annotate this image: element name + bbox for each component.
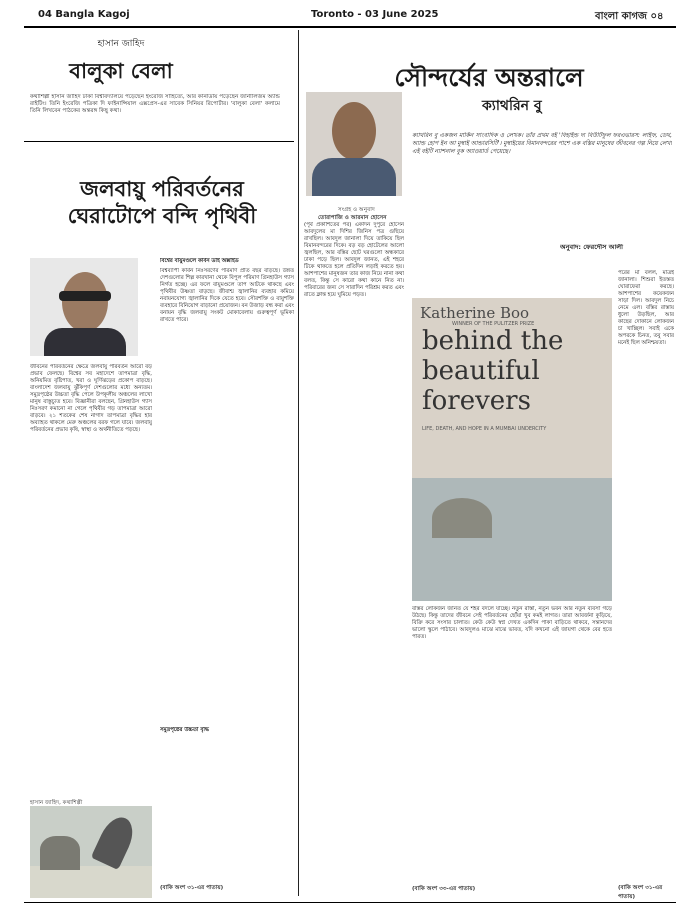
right-col2-text: বস্তির লোকজন জানত যে শহর বদলে যাচ্ছে। নতুন রাস্তা, নতুন ভবন আর নতুন ব্যবসা গড়ে উঠছে। কিন্তু তাদের জীবনে সেই পরিবর্তনের ছোঁয়া খুব কমই লাগত। তারা আবর্জনা কুড়িয়ে, বিক্রি করে সংসার চালাত। কেউ কেউ স্বপ্ন দেখত একদিন পাকা বাড়িতে থাকবে, সন্তানদের ভালো স্কুলে পাঠাবে। আবদুলও মাঝে মাঝে ভাবত, যদি কখনো এই জায়গা থেকে বের হতে পারত। [412, 606, 612, 640]
left-col1-text: জীবনের পরিবর্তনের ক্ষেত্রে জলবায়ু পরিবর্তন আরো বড় প্রভাব ফেলছে। বিশ্বের সব মহাদেশে তাপমাত্রা বৃদ্ধি, অনিয়মিত বৃষ্টিপাত, খরা ও ঘূর্ণিঝড়ের প্রকোপ বাড়ছে। বাংলাদেশ জলবায়ু ঝুঁকিপূর্ণ দেশগুলোর মধ্যে অন্যতম। সমুদ্রপৃষ্ঠের উচ্চতা বৃদ্ধি পেলে উপকূলীয় অঞ্চলের লাখো মানুষ বাস্তুচ্যুত হবে। বিজ্ঞানীরা বলছেন, গ্রিনহাউস গ্যাস নিঃসরণ কমানো না গেলে পৃথিবীর গড় তাপমাত্রা আরো বাড়বে। ২১ শতকের শেষ নাগাদ তাপমাত্রা বৃদ্ধির হার অব্যাহত থাকলে মেরু অঞ্চলের বরফ গলে যাবে। জলবায়ু পরিবর্তনের প্রভাব কৃষি, স্বাস্থ্য ও অর্থনীতিতে পড়ছে। [30, 364, 152, 433]
leaf-silhouette [91, 812, 139, 870]
translator-credit: অনুবাদ: ফেরদৌস আলী [560, 244, 623, 251]
article-author: ক্যাথরিন বু [482, 98, 542, 114]
left-col2-heading-b: সমুদ্রপৃষ্ঠের উচ্চতা বৃদ্ধি [160, 727, 209, 733]
book-cover-figure [432, 498, 492, 538]
author-photo [30, 258, 138, 356]
left-col2-footer: (বাকি অংশ ৩১-এর পাতায়) [160, 885, 224, 891]
book-award: WINNER OF THE PULITZER PRIZE [452, 321, 535, 327]
right-col1-text: (পূর্ব প্রকাশিতের পর) একদিন দুপুরে হোসেন আবদুলের মা দিশির জিনিস পত্র গুছিয়ে রাখছিল। আবদুল জানালা দিয়ে তাকিয়ে ছিল বিমানবন্দরের দিকে। বড় বড় হোটেলের আলো জ্বলছিল, আর বস্তির ছোট ঘরগুলো অন্ধকারে ঢাকা পড়ে ছিল। আবদুল জানত, এই শহরে টিকে থাকতে হলে প্রতিদিন লড়াই করতে হয়। আশপাশের মানুষজন তার কাজ নিয়ে নানা কথা বলত, কিন্তু সে কারো কথা কানে নিত না। পরিবারের জন্য সে সারাদিন পরিশ্রম করত এবং রাতে ক্লান্ত হয়ে ঘুমিয়ে পড়ত। [304, 222, 404, 298]
book-cover [412, 298, 612, 601]
translator-shirt [312, 158, 396, 196]
author-shirt [44, 328, 126, 356]
page-number: বাংলা কাগজ ০৪ [595, 11, 664, 22]
translator-name: তোরাপাজি ও আরমান হোসেন [318, 215, 387, 221]
right-col3-footer: (বাকি অংশ ৩১-এর পাতায়) [618, 885, 663, 900]
column-title: বালুকা বেলা [69, 59, 173, 83]
column-divider [298, 30, 299, 896]
author-face [62, 272, 108, 332]
header-rule [24, 26, 676, 28]
column-author: হাসান জাহিদ [97, 39, 145, 49]
left-col2-heading-a: বিশ্বের বায়ুমণ্ডলে কার্বন ডাই অক্সাইড [160, 258, 239, 264]
footer-rule [24, 902, 676, 903]
headline [26, 176, 298, 230]
author-note: কথাশিল্পী হাসান জাহিদ ঢাকা বিশ্ববিদ্যালয়ে পড়েছেন ইংরেজি সাহিত্যে, আর কানাডায় পড়েছেন জার্নালিজম অ্যান্ড রাইটিং। তিনি ইংরেজি পত্রিকা দি ফাইনান্সিয়াল এক্সপ্রেস-এর সাবেক সিনিয়র রিপোর্টার। 'বালুকা বেলা' কলামে তিনি লিখবেন পাঠকের অন্তরঙ্গ কিছু কথা। [30, 94, 280, 114]
dry-land [30, 866, 152, 898]
note-rule [24, 141, 294, 142]
right-col3-text: পরের মা বলল, মাত্রই জানালা। শিশুরা ইতস্তত ঘোরাফেরা করছে। আশপাশের কয়েকজন সাড়া দিল। আবদুল নিচে নেমে এল। বস্তির রাস্তায় ধুলো উড়ছিল, আর কাছের দোকানে লোকজন চা খাচ্ছিল। সবাই একে অপরকে চিনত, তবু সবার মনেই ছিল অনিশ্চয়তা। [618, 270, 674, 346]
headline-line-2: ঘেরাটোপে বন্দি পৃথিবী [67, 204, 257, 228]
landscape-photo [30, 806, 152, 898]
issue-date: Toronto - 03 June 2025 [311, 9, 439, 20]
author-glasses [59, 291, 111, 301]
article-title: সৌন্দর্যের অন্তরালে [394, 63, 584, 92]
book-author: Katherine Boo [420, 304, 530, 322]
left-col2-text: বিশ্বব্যাপী কার্বন নিঃসরণের পরিমাণ প্রতি বছর বাড়ছে। উন্নত দেশগুলোর শিল্প কারখানা থেকে বিপুল পরিমাণ গ্রিনহাউস গ্যাস নির্গত হচ্ছে। এর ফলে বায়ুমণ্ডলে তাপ আটকে থাকছে এবং পৃথিবীর উষ্ণতা বাড়ছে। জীবাশ্ম জ্বালানির ব্যবহার কমিয়ে নবায়নযোগ্য জ্বালানির দিকে যেতে হবে। সৌরশক্তি ও বায়ুশক্তি ব্যবহারে বিনিয়োগ বাড়ানো প্রয়োজন। বন উজাড় বন্ধ করা এবং বনায়ন বৃদ্ধি জলবায়ু সংকট মোকাবেলায় গুরুত্বপূর্ণ ভূমিকা রাখতে পারে। [160, 268, 294, 323]
book-subtitle: LIFE, DEATH, AND HOPE IN A MUMBAI UNDERCITY [422, 426, 547, 432]
book-title: behind the beautiful forevers [422, 326, 564, 416]
paper-name: 04 Bangla Kagoj [38, 9, 130, 20]
translator-photo [306, 92, 402, 196]
left-col1-footer: হাসান জাহিদ, কথাশিল্পী [30, 800, 83, 806]
headline-line-1: জলবায়ু পরিবর্তনের [80, 177, 244, 201]
tree-silhouette [40, 836, 80, 870]
book-cover-water [412, 478, 612, 601]
translator-caption: সংগ্রহ ও অনুবাদ [338, 207, 375, 213]
right-col2-footer: (বাকি অংশ ৩৩-এর পাতায়) [412, 886, 476, 892]
translator-face [332, 102, 376, 160]
article-intro: ক্যাথরিন বু একজন মার্কিন সাংবাদিক ও লেখক। তাঁর প্রথম বই 'বিহাইন্ড দ্য বিউটিফুল ফরএভারস: লাইফ, ডেথ, অ্যান্ড হোপ ইন আ মুম্বাই আন্ডারসিটি'। মুম্বাইয়ের বিমানবন্দরের পাশে এক বস্তির মানুষের জীবনের গল্প নিয়ে লেখা এই বইটি ন্যাশনাল বুক অ্যাওয়ার্ড পেয়েছে। [412, 133, 672, 155]
page-header [0, 0, 700, 28]
